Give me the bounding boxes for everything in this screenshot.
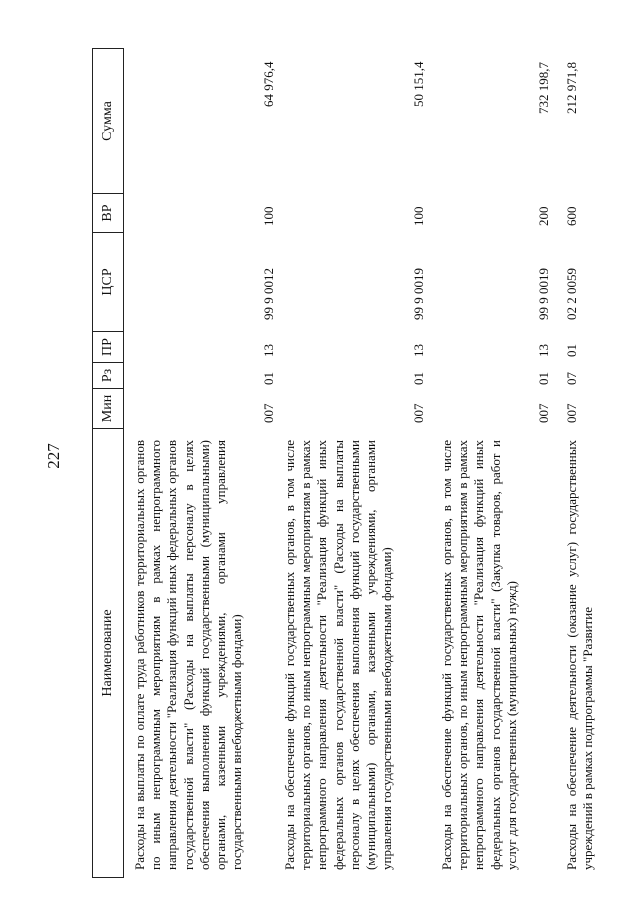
header-min: Мин [92,388,124,429]
row-csr: 02 2 0059 [564,268,579,320]
row-vr: 100 [261,206,276,226]
row-min: 007 [564,403,579,423]
row-rz: 07 [564,372,579,385]
row-min: 007 [261,403,276,423]
row-rz: 01 [261,372,276,385]
row-vr: 100 [411,206,426,226]
row-pr: 13 [411,344,426,357]
budget-table [92,48,612,878]
row-min: 007 [536,403,551,423]
header-csr: ЦСР [92,232,124,332]
row-sum: 64 976,4 [261,61,276,107]
row-pr: 01 [564,344,579,357]
row-rz: 01 [411,372,426,385]
row-csr: 99 9 0012 [261,268,276,320]
row-vr: 200 [536,206,551,226]
row-name: Расходы на обеспечение деятельности (оказание услуг) государственных учреждений в рамках подпрограммы "Развитие [564,440,596,870]
row-pr: 13 [261,344,276,357]
row-name: Расходы на обеспечение функций государственных органов, в том числе территориальных органов, по иным непрограммным мероприятиям в рамках непрограммного направления деятельности "Реализация функций иных федеральных органов государственной власти" (Закупка товаров, работ и услуг для государственных (муниципальных) нужд) [439,440,519,870]
page-number: 227 [44,443,63,469]
header-rz: Рз [92,362,124,389]
header-name: Наименование [92,428,124,878]
row-rz: 01 [536,372,551,385]
row-csr: 99 9 0019 [411,268,426,320]
row-sum: 50 151,4 [411,61,426,107]
row-name: Расходы на выплаты по оплате труда работников территориальных органов по иным непрограммным мероприятиям в рамках непрограммного направления деятельности "Реализация функций иных федеральных органов государственной власти" (Расходы на выплаты персоналу в целях обеспечения выполнения функций государственными (муниципальными) органами, казенными учреждениями, органами управления государственными внебюджетными фондами) [132,440,245,870]
header-vr: ВР [92,193,124,233]
row-sum: 732 198,7 [536,62,551,114]
row-vr: 600 [564,206,579,226]
header-pr: ПР [92,331,124,363]
row-pr: 13 [536,344,551,357]
row-sum: 212 971,8 [564,62,579,114]
header-sum: Сумма [92,48,124,194]
row-min: 007 [411,403,426,423]
row-csr: 99 9 0019 [536,268,551,320]
row-name: Расходы на обеспечение функций государственных органов, в том числе территориальных органов, по иным непрограммным мероприятиям в рамках непрограммного направления деятельности "Реализация функций иных федеральных органов государственной власти" (Расходы на выплаты персоналу в целях обеспечения выполнения функций государственными (муниципальными) органами, казенными учреждениями, органами управления государственными внебюджетными фондами) [282,440,395,870]
